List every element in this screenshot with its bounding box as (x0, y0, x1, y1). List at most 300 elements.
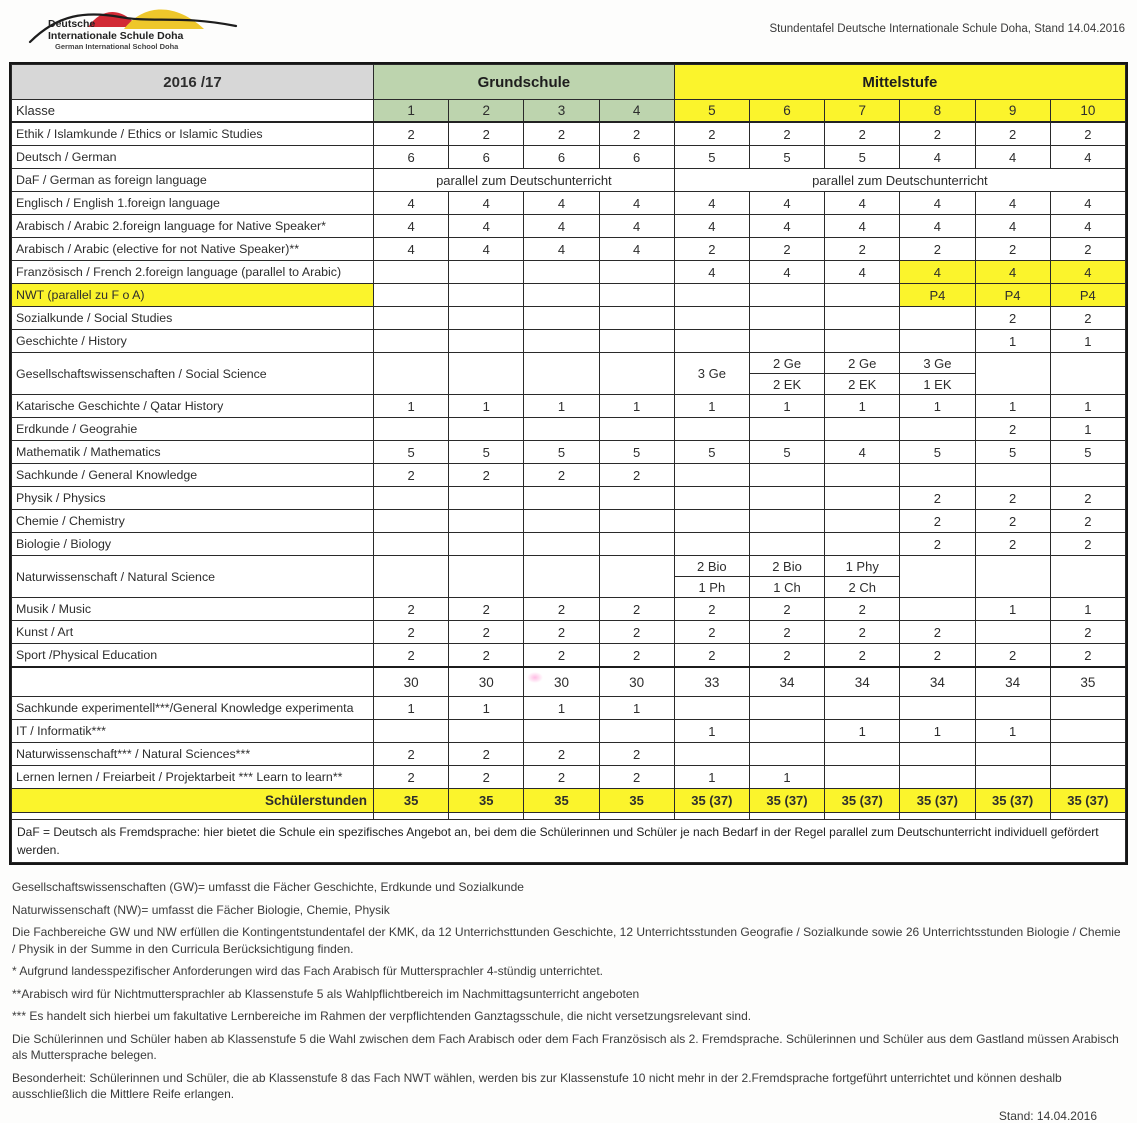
hours-cell (524, 284, 599, 307)
hours-cell: 4 (900, 146, 975, 169)
table-row (12, 307, 1126, 330)
merged-note-cell: parallel zum Deutschunterricht (674, 169, 1125, 192)
hours-cell: 30 (599, 667, 674, 697)
hours-cell (900, 556, 975, 598)
hours-cell: 30 (449, 667, 524, 697)
hours-cell: 6 (449, 146, 524, 169)
hours-cell: 2 (374, 621, 449, 644)
hours-cell (449, 510, 524, 533)
hours-cell: 1 (1050, 395, 1125, 418)
hours-cell (1050, 353, 1125, 395)
hours-cell: 4 (374, 192, 449, 215)
hours-cell: 2 (975, 533, 1050, 556)
hours-cell: 2 (749, 598, 824, 621)
table-row (12, 487, 1126, 510)
hours-cell (900, 330, 975, 353)
hours-cell (975, 766, 1050, 789)
hours-cell (1050, 743, 1125, 766)
subject-label: Deutsch / German (12, 146, 374, 169)
table-row (12, 789, 1126, 813)
hours-cell (449, 720, 524, 743)
hours-cell (524, 533, 599, 556)
table-row (12, 353, 1126, 374)
hours-cell: 5 (449, 441, 524, 464)
hours-cell (1050, 556, 1125, 598)
subject-label: Naturwissenschaft*** / Natural Sciences*** (12, 743, 374, 766)
hours-cell: 2 (1050, 533, 1125, 556)
hours-cell: 30 (374, 667, 449, 697)
hours-cell (825, 766, 900, 789)
hours-cell: 1 EK (900, 374, 975, 395)
hours-cell: 1 (749, 395, 824, 418)
hours-cell: 6 (599, 146, 674, 169)
merged-note-cell: parallel zum Deutschunterricht (374, 169, 675, 192)
logo-text-line3: German International School Doha (55, 42, 179, 51)
subject-label (12, 667, 374, 697)
class-number: 6 (749, 100, 824, 123)
hours-cell: 5 (825, 146, 900, 169)
subject-label: Sozialkunde / Social Studies (12, 307, 374, 330)
hours-cell (674, 743, 749, 766)
hours-cell (374, 284, 449, 307)
hours-cell: 2 (975, 418, 1050, 441)
hours-cell (524, 487, 599, 510)
hours-cell: 1 (1050, 418, 1125, 441)
subject-label: Gesellschaftswissenschaften / Social Science (12, 353, 374, 395)
table-row (12, 667, 1126, 697)
hours-cell (449, 556, 524, 598)
mittelstufe-header: Mittelstufe (674, 65, 1125, 100)
hours-cell: 2 Ge (749, 353, 824, 374)
hours-cell: 2 (674, 644, 749, 668)
hours-cell: 4 (524, 192, 599, 215)
hours-cell (524, 307, 599, 330)
hours-cell: 3 Ge (674, 353, 749, 395)
hours-cell: 4 (1050, 261, 1125, 284)
daf-note: DaF = Deutsch als Fremdsprache: hier bietet die Schule ein spezifisches Angebot an, bei dem die Schülerinnen und Schüler je nach Bedarf in der Regel parallel zum Deutschunterricht individuell gefördert werden. (12, 820, 1126, 863)
hours-cell: 5 (599, 441, 674, 464)
hours-cell: 1 (674, 766, 749, 789)
hours-cell: 34 (900, 667, 975, 697)
hours-cell (674, 464, 749, 487)
hours-cell: 35 (37) (900, 789, 975, 813)
hours-cell: 2 (524, 464, 599, 487)
hours-cell (1050, 720, 1125, 743)
year-cell: 2016 /17 (12, 65, 374, 100)
klasse-label: Klasse (12, 100, 374, 123)
hours-cell: 2 (599, 122, 674, 146)
hours-cell: 4 (1050, 192, 1125, 215)
spacer-cell (975, 813, 1050, 820)
subject-label: Musik / Music (12, 598, 374, 621)
hours-cell: 4 (825, 215, 900, 238)
hours-cell: 2 (975, 510, 1050, 533)
hours-cell (524, 556, 599, 598)
hours-cell: 35 (37) (749, 789, 824, 813)
hours-cell: 34 (825, 667, 900, 697)
hours-cell: 2 (449, 122, 524, 146)
hours-cell (900, 464, 975, 487)
hours-cell (749, 418, 824, 441)
hours-cell: 4 (674, 192, 749, 215)
hours-cell: 2 EK (825, 374, 900, 395)
hours-cell (900, 697, 975, 720)
page-header (0, 0, 1137, 62)
hours-cell: 1 (825, 720, 900, 743)
hours-cell: 1 (674, 395, 749, 418)
subject-label: Arabisch / Arabic (elective for not Native Speaker)** (12, 238, 374, 261)
hours-cell (825, 697, 900, 720)
hours-cell (975, 353, 1050, 395)
footnote: **Arabisch wird für Nichtmuttersprachler ab Klassenstufe 5 als Wahlpflichtbereich im Nachmittagsunterricht angeboten (12, 986, 640, 1001)
hours-cell: 2 (900, 510, 975, 533)
hours-cell (449, 487, 524, 510)
table-row (12, 533, 1126, 556)
hours-cell: 4 (599, 192, 674, 215)
table-row (12, 697, 1126, 720)
subject-label: Erdkunde / Geograhie (12, 418, 374, 441)
subject-label: Mathematik / Mathematics (12, 441, 374, 464)
hours-cell: 4 (524, 215, 599, 238)
hours-cell: 35 (37) (1050, 789, 1125, 813)
hours-cell: 2 (900, 487, 975, 510)
hours-cell (524, 330, 599, 353)
hours-cell (749, 533, 824, 556)
hours-cell: 2 (524, 743, 599, 766)
logo-text-line2: Internationale Schule Doha (48, 30, 184, 42)
hours-cell: 2 (449, 644, 524, 668)
hours-cell: 4 (825, 261, 900, 284)
hours-cell (449, 353, 524, 395)
hours-cell (374, 353, 449, 395)
logo-text-line1: Deutsche (48, 18, 96, 30)
hours-cell: 2 (825, 122, 900, 146)
hours-cell (749, 487, 824, 510)
hours-cell: 2 (749, 238, 824, 261)
hours-cell (599, 261, 674, 284)
table-row (12, 395, 1126, 418)
hours-cell (749, 697, 824, 720)
hours-cell: 2 Bio (749, 556, 824, 577)
hours-cell: 1 (1050, 330, 1125, 353)
hours-cell: 2 (900, 533, 975, 556)
hours-cell (674, 418, 749, 441)
hours-cell: 1 (900, 395, 975, 418)
hours-cell: 2 (524, 766, 599, 789)
hours-cell: 4 (449, 192, 524, 215)
hours-cell (524, 510, 599, 533)
hours-cell (749, 720, 824, 743)
subject-label: Geschichte / History (12, 330, 374, 353)
table-row (12, 598, 1126, 621)
subject-label: Sport /Physical Education (12, 644, 374, 668)
hours-cell: 35 (37) (825, 789, 900, 813)
stand-date: Stand: 14.04.2016 (998, 1109, 1097, 1123)
hours-cell: 1 (374, 395, 449, 418)
hours-cell: 1 (975, 598, 1050, 621)
hours-cell (599, 284, 674, 307)
hours-cell: 4 (449, 238, 524, 261)
hours-cell (825, 487, 900, 510)
hours-cell (524, 418, 599, 441)
hours-cell: P4 (1050, 284, 1125, 307)
hours-cell: 2 (524, 598, 599, 621)
hours-cell (524, 353, 599, 395)
hours-cell (599, 330, 674, 353)
hours-cell (449, 284, 524, 307)
subject-label: IT / Informatik*** (12, 720, 374, 743)
hours-cell: 2 (975, 238, 1050, 261)
hours-cell: 1 Phy (825, 556, 900, 577)
hours-cell (374, 720, 449, 743)
hours-cell (449, 418, 524, 441)
hours-cell (825, 330, 900, 353)
hours-cell: 1 (975, 330, 1050, 353)
hours-cell: P4 (900, 284, 975, 307)
hours-cell (749, 510, 824, 533)
footnote: *** Es handelt sich hierbei um fakultative Lernbereiche im Rahmen der verpflichtenden Ganztagsschule, die nicht versetzungsrelevant sind. (12, 1009, 752, 1024)
hours-cell: 2 Bio (674, 556, 749, 577)
class-number: 2 (449, 100, 524, 123)
hours-cell (749, 330, 824, 353)
hours-cell (975, 743, 1050, 766)
hours-cell: 2 (975, 122, 1050, 146)
hours-cell (374, 510, 449, 533)
hours-cell: 3 Ge (900, 353, 975, 374)
hours-cell: 34 (975, 667, 1050, 697)
hours-cell: 2 (900, 644, 975, 668)
hours-cell (825, 743, 900, 766)
hours-cell: 2 (374, 766, 449, 789)
hours-cell (674, 510, 749, 533)
table-row (12, 122, 1126, 146)
hours-cell: 30 (524, 667, 599, 697)
hours-cell (825, 533, 900, 556)
table-row (12, 169, 1126, 192)
hours-cell (975, 697, 1050, 720)
hours-cell (900, 743, 975, 766)
hours-cell: 5 (900, 441, 975, 464)
hours-cell: 1 (674, 720, 749, 743)
subject-label: Kunst / Art (12, 621, 374, 644)
hours-cell: 2 (1050, 510, 1125, 533)
hours-cell: 35 (37) (674, 789, 749, 813)
hours-cell: 2 (674, 598, 749, 621)
hours-cell (975, 556, 1050, 598)
hours-cell: 4 (599, 238, 674, 261)
hours-cell: 2 (900, 621, 975, 644)
subject-label: Sachkunde experimentell***/General Knowledge experimenta (12, 697, 374, 720)
hours-cell: 4 (749, 261, 824, 284)
hours-cell: 1 (524, 395, 599, 418)
footnote: Besonderheit: Schülerinnen und Schüler, die ab Klassenstufe 8 das Fach NWT wählen, werden bis zur Klassenstufe 10 nicht mehr in der 2.Fremdsprache fortgeführt unterrichtet und können deshalb ausschließlich die Mittlere Reife erlangen. (12, 1070, 1062, 1102)
table-row (12, 556, 1126, 577)
hours-cell (374, 533, 449, 556)
hours-cell (749, 464, 824, 487)
hours-cell (825, 464, 900, 487)
hours-cell: 2 (1050, 307, 1125, 330)
class-number: 1 (374, 100, 449, 123)
class-number: 4 (599, 100, 674, 123)
class-number: 8 (900, 100, 975, 123)
hours-cell: 5 (674, 146, 749, 169)
hours-cell (374, 261, 449, 284)
hours-cell: 2 (524, 621, 599, 644)
hours-cell (449, 533, 524, 556)
hours-cell: 2 (749, 621, 824, 644)
footnote: Die Fachbereiche GW und NW erfüllen die Kontingentstundentafel der KMK, da 12 Unterrichsttunden Geschichte, 12 Unterrichtsstunden Geografie / Sozialkunde sowie 26 Unterrichtsstunden Biologie / Chemie / Physik in der Summe in den Curricula Berücksichtigung finden. (12, 925, 1121, 956)
spacer-cell (825, 813, 900, 820)
hours-cell (449, 307, 524, 330)
hours-cell: 2 (900, 122, 975, 146)
hours-cell (524, 720, 599, 743)
hours-cell (825, 510, 900, 533)
hours-cell: 4 (975, 192, 1050, 215)
class-number: 10 (1050, 100, 1125, 123)
hours-cell: 1 (975, 720, 1050, 743)
hours-cell (599, 487, 674, 510)
class-number: 9 (975, 100, 1050, 123)
school-logo (28, 4, 258, 61)
hours-cell (900, 766, 975, 789)
table-row (12, 464, 1126, 487)
hours-cell (825, 418, 900, 441)
table-row (12, 284, 1126, 307)
hours-cell: 2 (975, 307, 1050, 330)
hours-cell: 2 (524, 644, 599, 668)
hours-cell: 4 (975, 261, 1050, 284)
hours-cell: 35 (449, 789, 524, 813)
hours-cell (599, 510, 674, 533)
hours-cell (524, 261, 599, 284)
hours-cell: 4 (825, 192, 900, 215)
subject-label: Arabisch / Arabic 2.foreign language for Native Speaker* (12, 215, 374, 238)
subject-label: Physik / Physics (12, 487, 374, 510)
table-row (12, 330, 1126, 353)
subject-label: Naturwissenschaft / Natural Science (12, 556, 374, 598)
hours-cell: 1 (449, 697, 524, 720)
table-row (12, 441, 1126, 464)
subject-label: Katarische Geschichte / Qatar History (12, 395, 374, 418)
hours-cell: 2 (374, 743, 449, 766)
footnote: Die Schülerinnen und Schüler haben ab Klassenstufe 5 die Wahl zwischen dem Fach Arabisch oder dem Fach Französisch als 2. Fremdsprache. Schülerinnen und Schüler aus dem Gastland müssen Arabisch als Muttersprache belegen. (12, 1031, 1119, 1063)
hours-cell: 2 (1050, 238, 1125, 261)
hours-cell (599, 720, 674, 743)
hours-cell: 2 (374, 644, 449, 668)
hours-cell (599, 556, 674, 598)
hours-cell: 2 (449, 464, 524, 487)
subject-label: NWT (parallel zu F o A) (12, 284, 374, 307)
footnote: Naturwissenschaft (NW)= umfasst die Fächer Biologie, Chemie, Physik (12, 902, 390, 917)
hours-cell: 2 EK (749, 374, 824, 395)
hours-cell: 2 (749, 644, 824, 668)
table-row (12, 644, 1126, 668)
hours-cell: 4 (900, 261, 975, 284)
hours-cell: 4 (900, 192, 975, 215)
hours-cell (374, 330, 449, 353)
spacer-cell (599, 813, 674, 820)
hours-cell: 4 (449, 215, 524, 238)
hours-cell (749, 284, 824, 307)
hours-cell (674, 697, 749, 720)
subject-label: Englisch / English 1.foreign language (12, 192, 374, 215)
hours-cell (1050, 464, 1125, 487)
hours-cell: 2 (825, 644, 900, 668)
hours-cell (825, 307, 900, 330)
hours-cell: 5 (1050, 441, 1125, 464)
table-row (12, 743, 1126, 766)
hours-cell: 4 (1050, 146, 1125, 169)
spacer-cell (674, 813, 749, 820)
hours-cell: 5 (749, 146, 824, 169)
hours-cell: 5 (749, 441, 824, 464)
hours-cell: 2 (674, 122, 749, 146)
hours-cell (975, 621, 1050, 644)
hours-cell: 2 (825, 621, 900, 644)
subject-label: DaF / German as foreign language (12, 169, 374, 192)
hours-cell: 2 (599, 743, 674, 766)
hours-cell: 2 (374, 598, 449, 621)
hours-cell: 2 (449, 743, 524, 766)
subject-label: Lernen lernen / Freiarbeit / Projektarbeit *** Learn to learn** (12, 766, 374, 789)
hours-cell: 5 (524, 441, 599, 464)
hours-cell: 35 (374, 789, 449, 813)
hours-cell: 35 (524, 789, 599, 813)
table-row (12, 418, 1126, 441)
hours-cell: 4 (674, 261, 749, 284)
table-row (12, 766, 1126, 789)
subject-label: Biologie / Biology (12, 533, 374, 556)
hours-cell: 2 (449, 621, 524, 644)
hours-cell (599, 418, 674, 441)
hours-cell: 4 (674, 215, 749, 238)
hours-cell (374, 307, 449, 330)
spacer-cell (1050, 813, 1125, 820)
hours-cell (749, 743, 824, 766)
hours-cell: 2 (900, 238, 975, 261)
hours-cell (674, 533, 749, 556)
hours-cell: 2 (1050, 621, 1125, 644)
hours-cell: 2 (674, 621, 749, 644)
hours-cell (374, 418, 449, 441)
hours-cell: 2 Ge (825, 353, 900, 374)
hours-cell: 6 (524, 146, 599, 169)
subject-label: Sachkunde / General Knowledge (12, 464, 374, 487)
hours-cell: 1 (524, 697, 599, 720)
hours-cell: 2 (374, 122, 449, 146)
hours-cell: 4 (825, 441, 900, 464)
hours-cell: 1 (825, 395, 900, 418)
hours-cell: 33 (674, 667, 749, 697)
hours-cell: 4 (599, 215, 674, 238)
hours-cell: 2 (374, 464, 449, 487)
hours-cell: 2 (599, 766, 674, 789)
table-row (12, 215, 1126, 238)
hours-cell (599, 307, 674, 330)
hours-cell (599, 353, 674, 395)
hours-cell: 4 (374, 238, 449, 261)
hours-cell: 6 (374, 146, 449, 169)
hours-cell (749, 307, 824, 330)
hours-cell: 4 (749, 192, 824, 215)
hours-cell: 2 (975, 487, 1050, 510)
subject-label: Französisch / French 2.foreign language (parallel to Arabic) (12, 261, 374, 284)
table-row (12, 621, 1126, 644)
hours-cell: 2 (1050, 644, 1125, 668)
hours-cell (900, 307, 975, 330)
hours-cell: 1 Ch (749, 577, 824, 598)
hours-cell: 2 (599, 621, 674, 644)
